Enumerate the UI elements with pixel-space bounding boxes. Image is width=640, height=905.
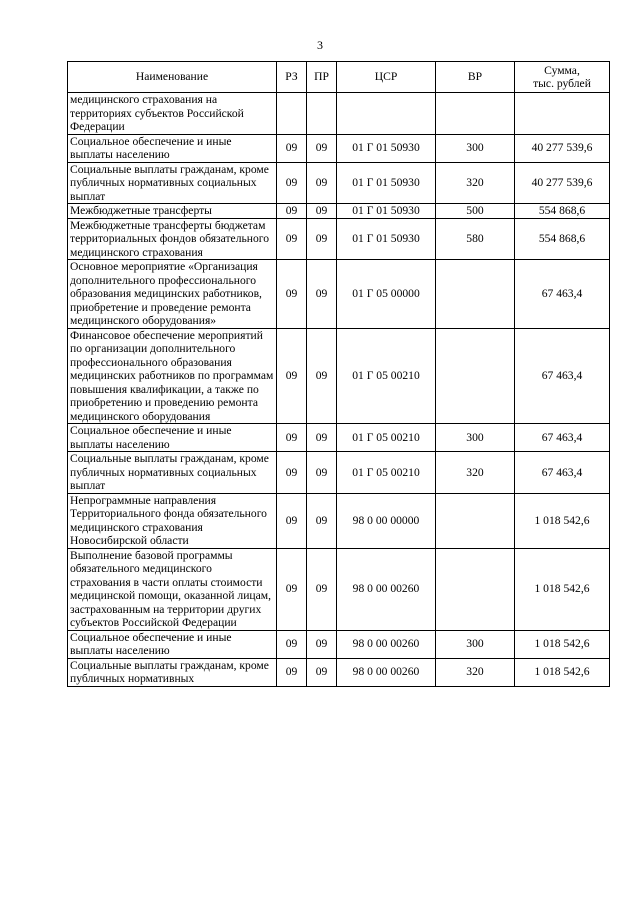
table-row bbox=[68, 260, 610, 329]
header-name: Наименование bbox=[68, 62, 277, 93]
row-vr: 580 bbox=[436, 218, 515, 260]
header-sum bbox=[515, 62, 610, 93]
row-sum: 554 868,6 bbox=[515, 218, 610, 260]
row-csr: 01 Г 05 00210 bbox=[337, 424, 436, 452]
row-csr: 01 Г 01 50930 bbox=[337, 134, 436, 162]
row-pr: 09 bbox=[307, 204, 337, 219]
row-vr: 300 bbox=[436, 630, 515, 658]
row-vr: 300 bbox=[436, 134, 515, 162]
row-rz: 09 bbox=[277, 548, 307, 630]
page-number: 3 bbox=[317, 38, 323, 52]
row-sum: 67 463,4 bbox=[515, 260, 610, 329]
row-rz: 09 bbox=[277, 658, 307, 686]
row-name: Финансовое обеспечение мероприятий по организации дополнительного профессионального образования медицинских работников по программам повышения квалификации, а также по приобретению и проведению ремонта медицинского оборудования bbox=[68, 328, 277, 424]
row-name: Непрограммные направления Территориального фонда обязательного медицинского страхования Новосибирской области bbox=[68, 493, 277, 548]
row-vr bbox=[436, 493, 515, 548]
row-name: медицинского страхования на территориях субъектов Российской Федерации bbox=[68, 93, 277, 135]
row-csr: 98 0 00 00260 bbox=[337, 630, 436, 658]
row-pr: 09 bbox=[307, 424, 337, 452]
row-sum: 40 277 539,6 bbox=[515, 162, 610, 204]
row-name: Межбюджетные трансферты bbox=[68, 204, 277, 219]
row-sum: 67 463,4 bbox=[515, 452, 610, 494]
row-pr: 09 bbox=[307, 548, 337, 630]
row-csr bbox=[337, 93, 436, 135]
row-sum: 1 018 542,6 bbox=[515, 493, 610, 548]
row-name: Выполнение базовой программы обязательного медицинского страхования в части оплаты стоимости медицинской помощи, оказанной лицам, застрахованным на территории других субъектов Российской Федерации bbox=[68, 548, 277, 630]
row-name: Социальные выплаты гражданам, кроме публичных нормативных социальных выплат bbox=[68, 162, 277, 204]
row-csr: 98 0 00 00000 bbox=[337, 493, 436, 548]
row-rz: 09 bbox=[277, 328, 307, 424]
row-pr: 09 bbox=[307, 162, 337, 204]
header-vr: ВР bbox=[436, 62, 515, 93]
row-name: Социальное обеспечение и иные выплаты населению bbox=[68, 134, 277, 162]
table-row bbox=[68, 162, 610, 204]
row-rz bbox=[277, 93, 307, 135]
table-body bbox=[68, 93, 610, 687]
row-vr bbox=[436, 328, 515, 424]
table-row bbox=[68, 204, 610, 219]
row-name: Социальное обеспечение и иные выплаты населению bbox=[68, 424, 277, 452]
row-vr: 320 bbox=[436, 658, 515, 686]
row-csr: 01 Г 01 50930 bbox=[337, 162, 436, 204]
table-row bbox=[68, 328, 610, 424]
row-pr: 09 bbox=[307, 218, 337, 260]
row-name: Социальные выплаты гражданам, кроме публичных нормативных bbox=[68, 658, 277, 686]
row-sum: 1 018 542,6 bbox=[515, 548, 610, 630]
row-vr bbox=[436, 548, 515, 630]
table-row bbox=[68, 218, 610, 260]
row-name: Межбюджетные трансферты бюджетам территориальных фондов обязательного медицинского страхования bbox=[68, 218, 277, 260]
row-name: Основное мероприятие «Организация дополнительного профессионального образования медицинских работников, приобретение и проведение ремонта медицинского оборудования» bbox=[68, 260, 277, 329]
row-rz: 09 bbox=[277, 162, 307, 204]
row-pr: 09 bbox=[307, 134, 337, 162]
header-sum-line1: Сумма, bbox=[544, 63, 580, 77]
row-csr: 01 Г 05 00000 bbox=[337, 260, 436, 329]
budget-table bbox=[67, 61, 610, 687]
header-pr: ПР bbox=[307, 62, 337, 93]
row-pr: 09 bbox=[307, 493, 337, 548]
row-vr bbox=[436, 260, 515, 329]
row-pr: 09 bbox=[307, 658, 337, 686]
row-rz: 09 bbox=[277, 452, 307, 494]
row-pr bbox=[307, 93, 337, 135]
table-row bbox=[68, 630, 610, 658]
header-csr: ЦСР bbox=[337, 62, 436, 93]
table-row bbox=[68, 658, 610, 686]
row-rz: 09 bbox=[277, 493, 307, 548]
header-rz: РЗ bbox=[277, 62, 307, 93]
row-vr bbox=[436, 93, 515, 135]
row-name: Социальные выплаты гражданам, кроме публичных нормативных социальных выплат bbox=[68, 452, 277, 494]
table-row bbox=[68, 452, 610, 494]
row-pr: 09 bbox=[307, 452, 337, 494]
header-row bbox=[68, 62, 610, 93]
row-csr: 01 Г 05 00210 bbox=[337, 452, 436, 494]
row-rz: 09 bbox=[277, 630, 307, 658]
row-name: Социальное обеспечение и иные выплаты населению bbox=[68, 630, 277, 658]
row-rz: 09 bbox=[277, 204, 307, 219]
table-row bbox=[68, 93, 610, 135]
table-header bbox=[68, 62, 610, 93]
row-csr: 98 0 00 00260 bbox=[337, 658, 436, 686]
row-vr: 300 bbox=[436, 424, 515, 452]
row-sum: 1 018 542,6 bbox=[515, 630, 610, 658]
row-rz: 09 bbox=[277, 218, 307, 260]
row-sum: 40 277 539,6 bbox=[515, 134, 610, 162]
row-rz: 09 bbox=[277, 260, 307, 329]
row-sum: 1 018 542,6 bbox=[515, 658, 610, 686]
row-sum: 554 868,6 bbox=[515, 204, 610, 219]
row-sum: 67 463,4 bbox=[515, 328, 610, 424]
row-rz: 09 bbox=[277, 424, 307, 452]
row-vr: 500 bbox=[436, 204, 515, 219]
row-csr: 01 Г 05 00210 bbox=[337, 328, 436, 424]
row-sum bbox=[515, 93, 610, 135]
row-pr: 09 bbox=[307, 630, 337, 658]
row-pr: 09 bbox=[307, 328, 337, 424]
table-row bbox=[68, 548, 610, 630]
table-row bbox=[68, 493, 610, 548]
table-row bbox=[68, 424, 610, 452]
row-vr: 320 bbox=[436, 452, 515, 494]
row-pr: 09 bbox=[307, 260, 337, 329]
row-csr: 01 Г 01 50930 bbox=[337, 218, 436, 260]
row-sum: 67 463,4 bbox=[515, 424, 610, 452]
row-vr: 320 bbox=[436, 162, 515, 204]
row-csr: 98 0 00 00260 bbox=[337, 548, 436, 630]
table-row bbox=[68, 134, 610, 162]
row-rz: 09 bbox=[277, 134, 307, 162]
header-sum-line2: тыс. рублей bbox=[533, 77, 591, 90]
row-csr: 01 Г 01 50930 bbox=[337, 204, 436, 219]
